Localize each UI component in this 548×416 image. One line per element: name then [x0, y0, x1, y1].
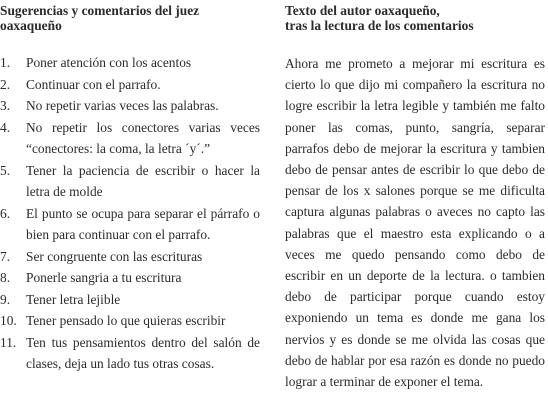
list-item-number: 1.: [0, 55, 11, 70]
list-item: [0, 267, 260, 289]
list-item: [0, 117, 260, 160]
list-item-text: Tener pensado lo que quieras escribir: [26, 313, 226, 328]
list-item: [0, 332, 260, 375]
suggestions-heading-line2: oaxaqueño: [0, 18, 62, 33]
list-item-number: 7.: [0, 248, 11, 264]
list-item-text: Ponerle sangria a tu escritura: [26, 270, 182, 285]
list-item-text: No repetir los conectores varias veces “conectores: la coma, la letra ´y´.”: [26, 119, 260, 156]
list-item-text: Tener letra lejible: [26, 291, 121, 307]
list-item-text: Ser congruente con las escrituras: [26, 248, 203, 264]
list-item-text: Poner atención con los acentos: [26, 55, 192, 70]
list-item-number: 11.: [0, 334, 17, 350]
list-item-text: Ten tus pensamientos dentro del salón de clases, deja un lado tus otras cosas.: [26, 334, 260, 371]
list-item-number: 9.: [0, 291, 11, 307]
list-item-number: 5.: [0, 162, 11, 178]
list-item: [0, 160, 260, 203]
suggestions-list: [0, 52, 260, 375]
suggestions-heading: [0, 0, 262, 33]
list-item: [0, 310, 260, 332]
list-item-number: 4.: [0, 119, 11, 135]
list-item-number: 2.: [0, 76, 11, 92]
list-item: [0, 203, 260, 246]
list-item-number: 8.: [0, 270, 11, 285]
list-item-text: Tener la paciencia de escribir o hacer la letra de molde: [26, 162, 260, 199]
author-text-column: [285, 0, 546, 390]
suggestions-column: [0, 0, 262, 371]
list-item-text: El punto se ocupa para separar el párrafo o bien para continuar con el parrafo.: [26, 205, 260, 242]
author-text-heading-line1: Texto del autor oaxaqueño,: [285, 3, 440, 18]
list-item: [0, 74, 260, 96]
author-text-heading-line2: tras la lectura de los comentarios: [285, 18, 474, 33]
author-text-heading: [285, 0, 546, 33]
list-item: [0, 52, 260, 74]
list-item: [0, 95, 260, 117]
list-item: [0, 246, 260, 268]
author-text-body: Ahora me prometo a mejorar mi escritura es cierto lo que dijo mi compañero la escritura no logre escribir la letra legible y también me falto poner las comas, punto, sangría, separar parrafos debo de mejorar la escritura y tambien debo de pensar antes de escribir lo que debo de pensar de los x salones porque se me dificulta captura algunas palabras o aveces no capto las palabras que el maestro esta explicando o a veces me quedo pensando como debo de escribir en un deporte de la lectura. o tambien debo de participar porque cuando estoy exponiendo un tema es donde me gana los nervios y es donde se me olvida las cosas que debo de hablar por esa razón es donde no puedo lograr a terminar de exponer el tema.: [285, 56, 545, 390]
list-item-number: 3.: [0, 98, 11, 113]
list-item-number: 10.: [0, 313, 17, 328]
list-item-text: No repetir varias veces las palabras.: [26, 98, 219, 113]
list-item-number: 6.: [0, 205, 11, 221]
suggestions-heading-line1: Sugerencias y comentarios del juez: [0, 3, 200, 18]
list-item: [0, 289, 260, 311]
list-item-text: Continuar con el parrafo.: [26, 76, 161, 92]
